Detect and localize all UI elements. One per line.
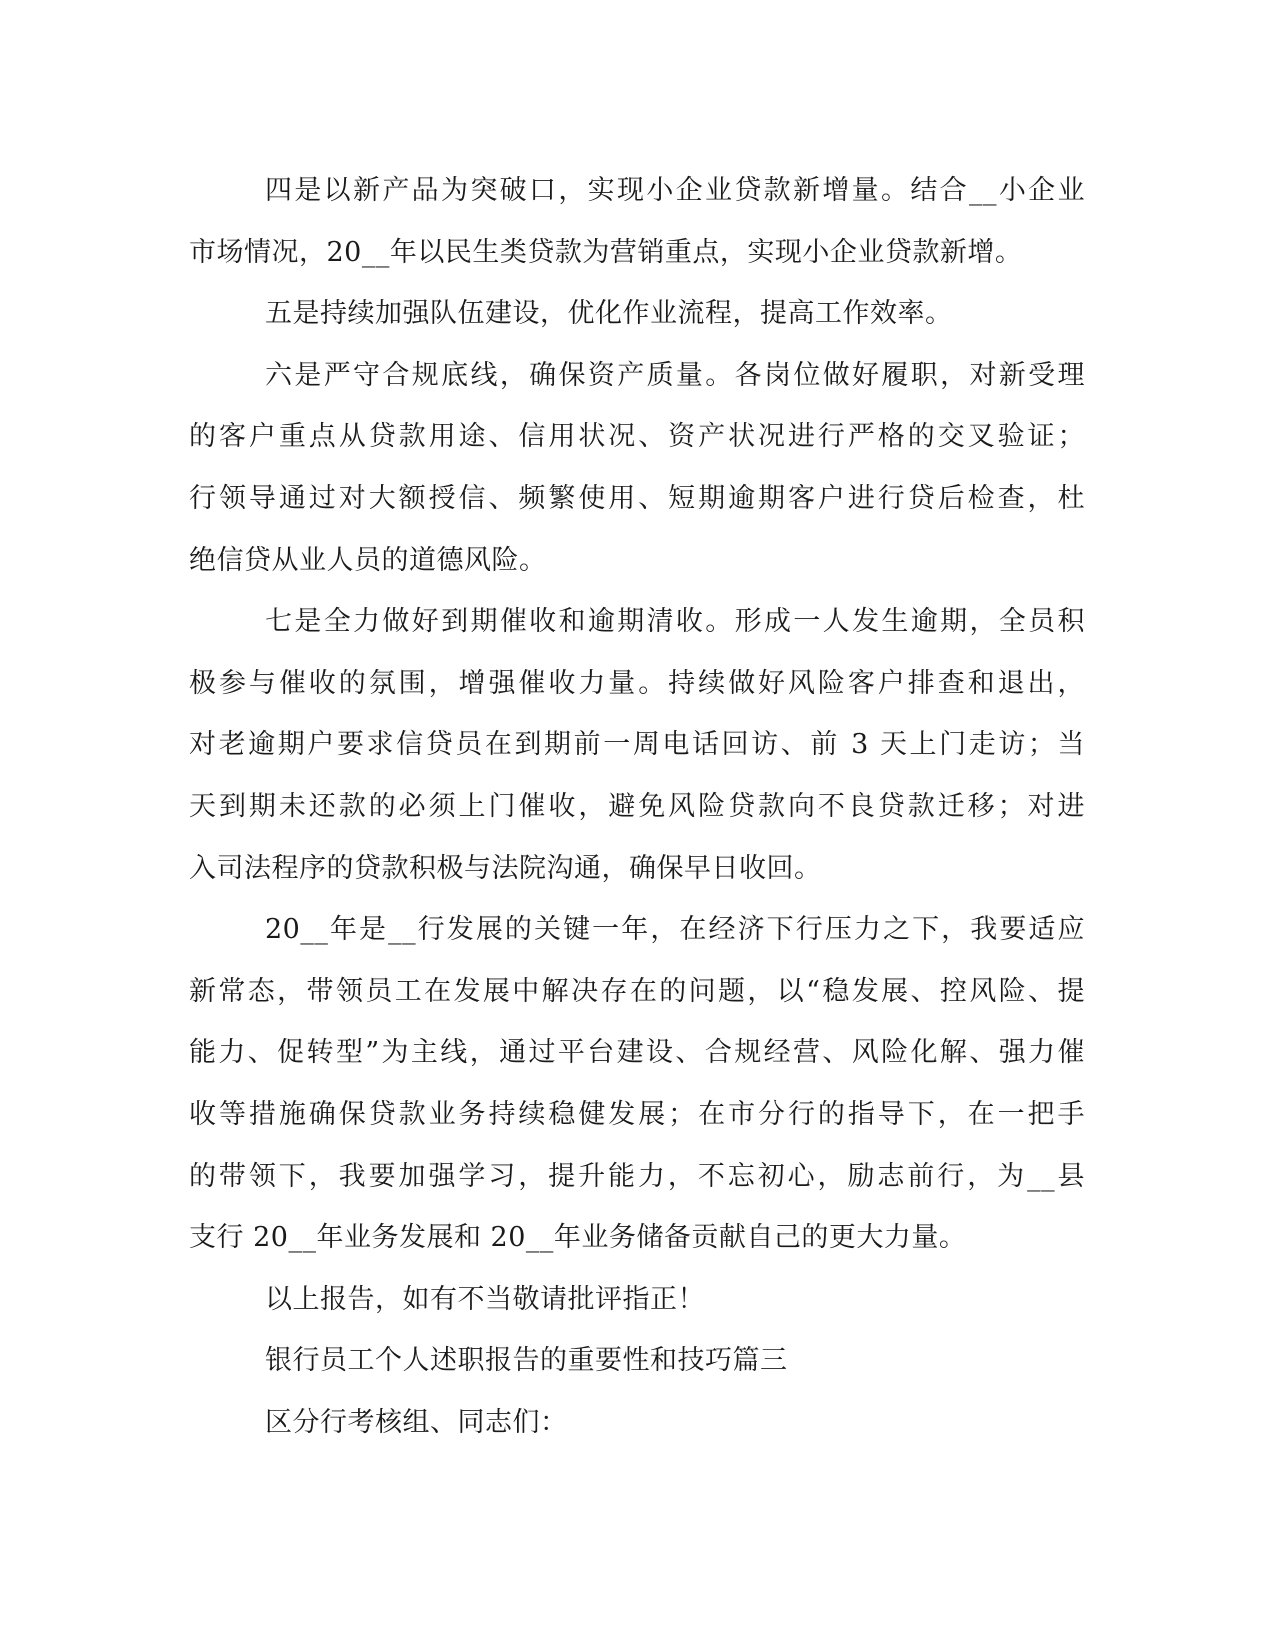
paragraph-line: 支行 20__年业务发展和 20__年业务储备贡献自己的更大力量。: [189, 1222, 967, 1254]
paragraph-line: 四是以新产品为突破口，实现小企业贷款新增量。结合__小企业: [265, 175, 1085, 206]
paragraph: [189, 899, 1085, 1269]
document-body: [189, 160, 1085, 1453]
paragraph-line: 20__年是__行发展的关键一年，在经济下行压力之下，我要适应: [265, 914, 1085, 946]
paragraph: [189, 345, 1085, 591]
paragraph: [189, 283, 1085, 345]
paragraph-line: 绝信贷从业人员的道德风险。: [189, 544, 547, 576]
paragraph: [189, 1269, 1085, 1331]
paragraph-line: 行领导通过对大额授信、频繁使用、短期逾期客户进行贷后检查，杜: [189, 482, 1085, 514]
paragraph: [189, 1392, 1085, 1454]
paragraph-line: 的客户重点从贷款用途、信用状况、资产状况进行严格的交叉验证；: [189, 421, 1085, 453]
paragraph-line: 五是持续加强队伍建设，优化作业流程，提高工作效率。: [265, 298, 953, 330]
paragraph-line: 对老逾期户要求信贷员在到期前一周电话回访、前 3 天上门走访；当: [189, 729, 1085, 761]
paragraph-line: 六是严守合规底线，确保资产质量。各岗位做好履职，对新受理: [265, 359, 1085, 391]
paragraph-line: 新常态，带领员工在发展中解决存在的问题，以“稳发展、控风险、提: [189, 975, 1085, 1007]
paragraph-line: 入司法程序的贷款积极与法院沟通，确保早日收回。: [189, 852, 822, 884]
paragraph-line: 区分行考核组、同志们：: [265, 1406, 568, 1438]
paragraph: [189, 1330, 1085, 1392]
paragraph-line: 收等措施确保贷款业务持续稳健发展；在市分行的指导下，在一把手: [189, 1098, 1085, 1130]
paragraph: [189, 591, 1085, 899]
paragraph-line: 能力、促转型”为主线，通过平台建设、合规经营、风险化解、强力催: [189, 1037, 1085, 1069]
paragraph-line: 的带领下，我要加强学习，提升能力，不忘初心，励志前行，为__县: [189, 1160, 1085, 1192]
paragraph-line: 银行员工个人述职报告的重要性和技巧篇三: [265, 1345, 788, 1377]
paragraph-line: 以上报告，如有不当敬请批评指正！: [265, 1283, 705, 1315]
paragraph: [189, 160, 1085, 283]
paragraph-line: 天到期未还款的必须上门催收，避免风险贷款向不良贷款迁移；对进: [189, 790, 1085, 822]
paragraph-line: 七是全力做好到期催收和逾期清收。形成一人发生逾期，全员积: [265, 606, 1085, 638]
paragraph-line: 市场情况，20__年以民生类贷款为营销重点，实现小企业贷款新增。: [189, 236, 1023, 268]
paragraph-line: 极参与催收的氛围，增强催收力量。持续做好风险客户排查和退出，: [189, 667, 1085, 699]
